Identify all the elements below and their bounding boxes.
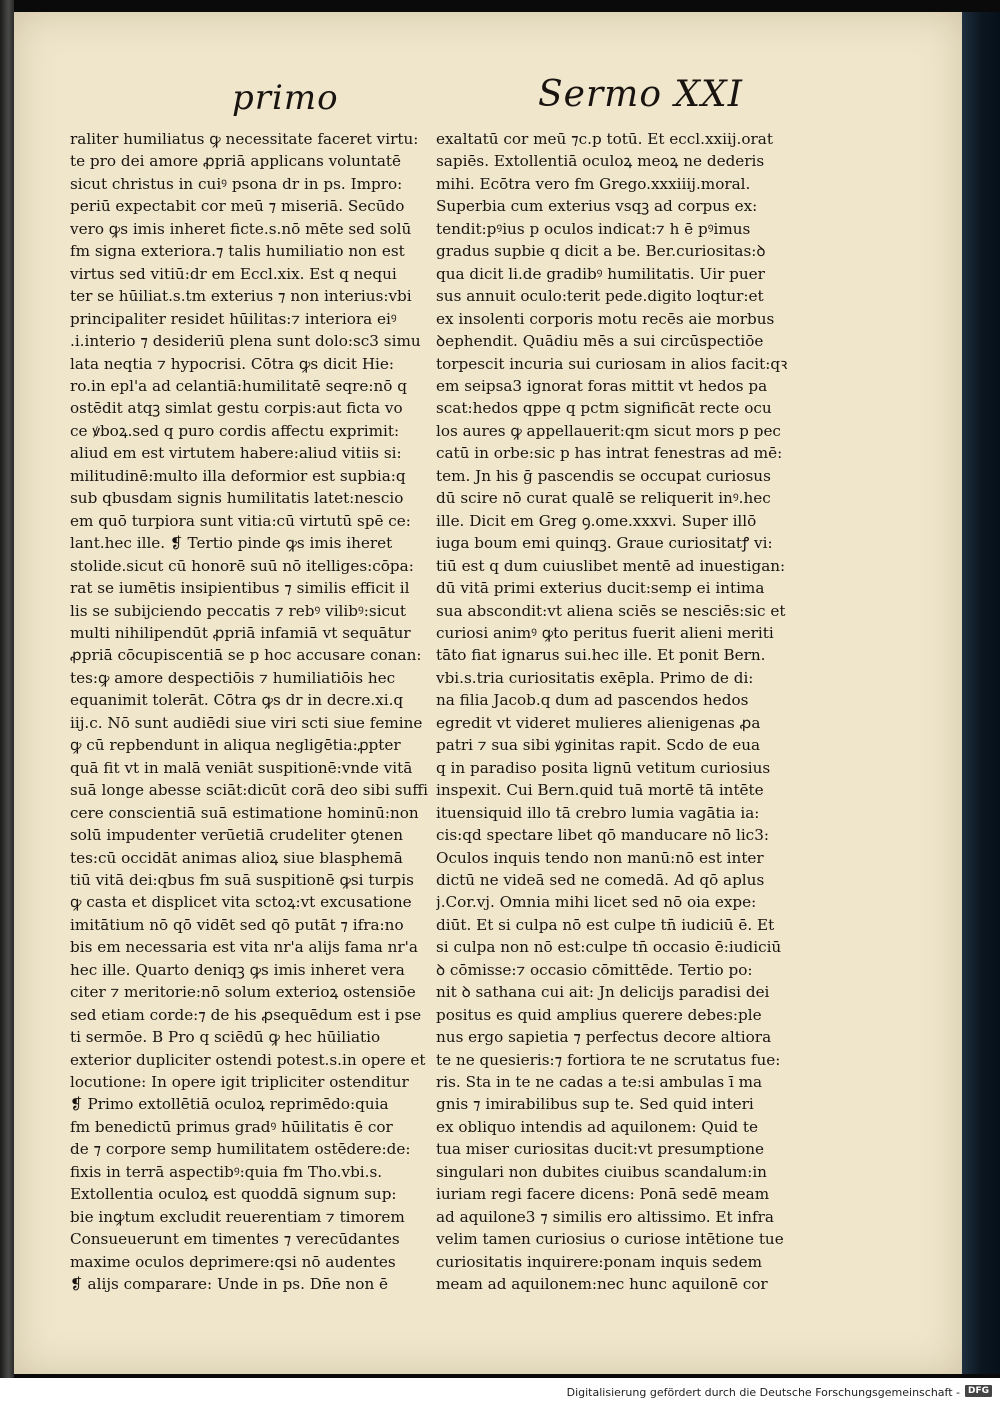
text-line: maxime oculos deprimere:qsi nō audentes (70, 1252, 396, 1271)
text-line: mihi. Ecōtra vero fm Grego.xxxiiij.moral. (436, 174, 751, 193)
text-line: suā longe abesse sciāt:dicūt corā deo sibi suffi (70, 781, 428, 800)
text-line: ce ꝟboꝝ.sed q puro cordis affectu exprimit: (70, 421, 400, 440)
footer-bar (0, 1378, 1000, 1407)
text-line: torpescit incuria sui curiosam in alios facit:qꝛ (436, 354, 788, 373)
text-line: te ne quesieris:⁊ fortiora te ne scrutatus fue: (436, 1050, 781, 1069)
text-line: tes:ꝙ amore despectiōis ⁊ humiliatiōis hec (70, 668, 396, 687)
text-line: ꝓpriā cōcupiscentiā se p hoc accusare conan: (70, 646, 422, 665)
text-line: imitātium nō qō vidēt sed qō putāt ⁊ ifra:no (70, 915, 404, 934)
text-line: tendit:pꝰius p oculos indicat:⁊ h ē pꝰimus (436, 219, 751, 238)
text-line: sua abscondit:vt aliena sciēs se nesciēs:sic et (436, 601, 786, 620)
text-line: aliud em est virtutem habere:aliud vitiis si: (70, 444, 402, 463)
text-line: ❡ alijs comparare: Unde in ps. Dn̄e non ē (70, 1275, 389, 1294)
text-line: quā fit vt in malā veniāt suspitionē:vnde vitā (70, 758, 413, 777)
text-column-left (70, 128, 430, 1296)
text-line: nus ergo sapietia ⁊ perfectus decore altiora (436, 1028, 772, 1047)
text-line: sed etiam corde:⁊ de his ꝓsequēdum est i pse (70, 1005, 422, 1024)
text-line: militudinē:multo illa deformior est supbia:q (70, 466, 406, 485)
text-line: exaltatū cor meū ⁊c.p totū. Et eccl.xxiij.orat (436, 130, 773, 148)
text-line: ꝺephendit. Quādiu mēs a sui circūspectiōe (436, 332, 764, 351)
text-line: ex insolenti corporis motu recēs aie morbus (436, 309, 775, 328)
text-line: ter se hūiliat.s.tm exterius ⁊ non interius:vbi (70, 287, 412, 306)
text-line: gnis ⁊ imirabilibus sup te. Sed quid interi (436, 1095, 754, 1114)
text-column-right (436, 128, 796, 1296)
text-line: lant.hec ille. ❡ Tertio pinde ꝙs imis iheret (70, 534, 393, 553)
text-line: catū in orbe:sic p has intrat fenestras ad mē: (436, 444, 783, 463)
text-line: patri ⁊ sua sibi ꝟginitas rapit. Scdo de eua (436, 736, 761, 755)
text-line: citer ⁊ meritorie:nō solum exterioꝝ ostensiōe (70, 983, 416, 1002)
text-line: locutione: In opere igit tripliciter ostenditur (70, 1073, 409, 1092)
text-line: bie inꝙtum excludit reuerentiam ⁊ timorem (70, 1207, 405, 1226)
book-cover-edge (962, 12, 1000, 1374)
text-line: ti sermōe. B Pro q sciēdū ꝙ hec hūiliatio (70, 1028, 381, 1047)
scan-left-strip (0, 0, 14, 1378)
text-line: solū impudenter verūetiā crudeliter ꝯtenen (70, 826, 403, 845)
text-line: tes:cū occidāt animas alioꝝ siue blasphemā (70, 848, 403, 867)
text-line: ad aquilone3 ⁊ similis ero altissimo. Et infra (436, 1207, 774, 1226)
text-line: stolide.sicut cū honorē suū nō itelliges:cōpa: (70, 556, 414, 575)
text-line: egredit vt videret mulieres alienigenas ꝓa (436, 713, 761, 732)
text-line: .i.interio ⁊ desideriū plena sunt dolo:sc3 simu (70, 332, 421, 351)
text-line: curiosi animꝰ ꝙto peritus fuerit alieni meriti (436, 623, 774, 642)
text-line: principaliter residet hūilitas:⁊ interiora eiꝰ (70, 309, 397, 328)
text-line: Oculos inquis tendo non manū:nō est inter (436, 848, 764, 867)
text-line: ille. Dicit em Greg ꝯ.ome.xxxvi. Super illō (436, 511, 757, 530)
text-line: multi nihilipendūt ꝓpriā infamiā vt sequātur (70, 623, 411, 642)
text-line: vbi.s.tria curiositatis exēpla. Primo de di: (436, 668, 754, 687)
text-line: Consueuerunt em timentes ⁊ verecūdantes (70, 1230, 400, 1249)
text-line: j.Cor.vj. Omnia mihi licet sed nō oia expe: (436, 893, 757, 912)
text-line: si culpa non nō est:culpe tn̄ occasio ē:iudiciū (436, 938, 782, 957)
text-line: iuga boum emi quinqꝫ. Graue curiositatꝭ vi: (436, 534, 773, 553)
text-line: curiositatis inquirere:ponam inquis sedem (436, 1252, 762, 1271)
text-line: ❡ Primo extollētiā oculoꝝ reprimēdo:quia (70, 1095, 389, 1114)
running-head-right: Sermo XXI (538, 74, 743, 115)
text-line: vero ꝙs imis inheret ficte.s.nō mēte sed solū (70, 219, 412, 238)
text-line: iij.c. Nō sunt audiēdi siue viri scti siue femine (70, 713, 423, 732)
text-line: bis em necessaria est vita nr'a alijs fama nr'a (70, 938, 418, 957)
text-line: tiū vitā dei:qbus fm suā suspitionē ꝙsi turpis (70, 870, 414, 889)
text-line: tem. Jn his ḡ pascendis se occupat curiosus (436, 466, 771, 485)
text-line: ostēdit atqꝫ simlat gestu corpis:aut ficta vo (70, 399, 403, 418)
text-line: q in paradiso posita lignū vetitum curiosius (436, 758, 771, 777)
text-line: dictū ne videā sed ne comedā. Ad qō aplus (436, 870, 765, 889)
text-line: lata neqtia ⁊ hypocrisi. Cōtra ꝙs dicit Hie: (70, 354, 395, 373)
text-line: gradus supbie q dicit a be. Ber.curiositas:ꝺ (436, 242, 766, 261)
text-line: tāto fiat ignarus sui.hec ille. Et ponit Bern. (436, 646, 766, 665)
text-line: Superbia cum exterius vsqꝫ ad corpus ex: (436, 197, 758, 216)
text-line: singulari non dubites ciuibus scandalum:in (436, 1162, 767, 1181)
text-line: ris. Sta in te ne cadas a te:si ambulas ī ma (436, 1073, 763, 1092)
footer-credit: Digitalisierung gefördert durch die Deutsche Forschungsgemeinschaft - (566, 1386, 960, 1399)
text-line: ꝺ cōmisse:⁊ occasio cōmittēde. Tertio po: (436, 960, 753, 979)
text-line: em seipsa3 ignorat foras mittit vt hedos pa (436, 376, 768, 395)
text-line: nit ꝺ sathana cui ait: Jn delicijs paradisi dei (436, 983, 770, 1002)
text-line: iuriam regi facere dicens: Ponā sedē meam (436, 1185, 770, 1204)
text-line: fm signa exteriora.⁊ talis humiliatio non est (70, 242, 405, 261)
text-line: hec ille. Quarto deniqꝫ ꝙs imis inheret vera (70, 960, 405, 979)
text-line: Extollentia oculoꝝ est quoddā signum sup: (70, 1185, 397, 1204)
text-line: fixis in terrā aspectibꝰ:quia fm Tho.vbi.s. (70, 1162, 383, 1181)
text-line: diūt. Et si culpa nō est culpe tn̄ iudiciū ē. Et (436, 915, 775, 934)
text-line: tua miser curiositas ducit:vt presumptione (436, 1140, 765, 1159)
text-line: meam ad aquilonem:nec hunc aquilonē cor (436, 1275, 768, 1294)
text-line: te pro dei amore ꝓpriā applicans voluntatē (70, 152, 401, 171)
text-line: sub qbusdam signis humilitatis latet:nescio (70, 489, 404, 508)
running-head-left: primo (232, 78, 339, 118)
text-line: positus es quid amplius querere debes:ple (436, 1005, 762, 1024)
text-line: scat:hedos qppe q pctm significāt recte ocu (436, 399, 772, 418)
text-line: rat se iumētis insipientibus ⁊ similis efficit il (70, 579, 410, 598)
text-line: raliter humiliatus ꝙ necessitate faceret virtu: (70, 130, 419, 148)
text-line: ꝙ cū repbendunt in aliqua negligētia:ꝓpter (70, 736, 401, 755)
text-line: tiū est q dum cuiuslibet mentē ad inuestigan: (436, 556, 786, 575)
text-line: exterior dupliciter ostendi potest.s.in opere et (70, 1050, 426, 1069)
text-line: dū scire nō curat qualē se reliquerit inꝰ.hec (436, 489, 771, 508)
text-line: cere conscientiā suā estimatione hominū:non (70, 803, 419, 822)
text-line: sus annuit oculo:terit pede.digito loqtur:et (436, 287, 764, 306)
text-line: velim tamen curiosius o curiose intētione tue (436, 1230, 784, 1249)
text-line: fm benedictū primus gradꝰ hūilitatis ē cor (70, 1117, 393, 1136)
text-line: qua dicit li.de gradibꝰ humilitatis. Uir puer (436, 264, 765, 283)
text-line: sicut christus in cuiꝰ psona dr in ps. Impro: (70, 174, 403, 193)
dfg-logo: DFG (965, 1385, 992, 1397)
text-line: ex obliquo intendis ad aquilonem: Quid te (436, 1117, 759, 1136)
text-line: sapiēs. Extollentiā oculoꝝ meoꝝ ne dederis (436, 152, 765, 171)
text-line: ro.in epl'a ad celantiā:humilitatē seqre:nō q (70, 376, 407, 395)
text-line: equanimit tolerāt. Cōtra ꝙs dr in decre.xi.q (70, 691, 404, 710)
text-line: virtus sed vitiū:dr em Eccl.xix. Est q nequi (70, 264, 397, 283)
text-line: ꝙ casta et displicet vita sctoꝝ:vt excusatione (70, 893, 412, 912)
text-line: cis:qd spectare libet qō manducare nō lic3: (436, 826, 769, 845)
text-line: na filia Jacob.q dum ad pascendos hedos (436, 691, 749, 710)
text-line: de ⁊ corpore semp humilitatem ostēdere:de: (70, 1140, 411, 1159)
text-line: ituensiquid illo tā crebro lumia vagātia ia: (436, 803, 760, 822)
text-line: lis se subijciendo peccatis ⁊ rebꝰ vilibꝰ:sicut (70, 601, 406, 620)
text-line: los aures ꝙ appellauerit:qm sicut mors p pec (436, 421, 781, 440)
text-line: inspexit. Cui Bern.quid tuā mortē tā intēte (436, 781, 764, 800)
text-line: dū vitā primi exterius ducit:semp ei intima (436, 579, 765, 598)
text-line: periū expectabit cor meū ⁊ miseriā. Secūdo (70, 197, 405, 216)
text-line: em quō turpiora sunt vitia:cū virtutū spē ce: (70, 511, 411, 530)
